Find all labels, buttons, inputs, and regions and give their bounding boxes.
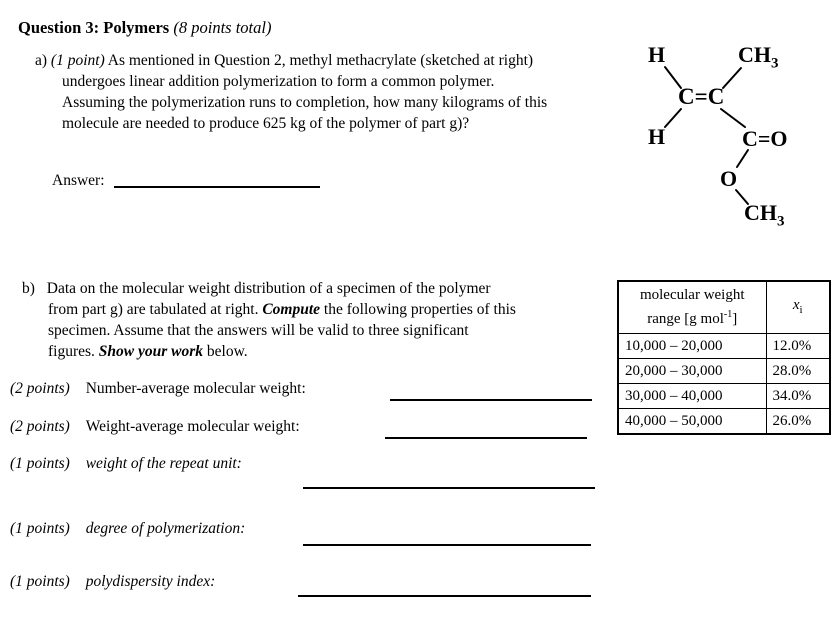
question-points: (2 points) — [10, 418, 70, 435]
header-range-line-1: molecular weight — [639, 287, 745, 303]
part-a-points: (1 point) — [50, 52, 105, 69]
part-b-line-4 — [48, 341, 622, 362]
cell-range: 20,000 – 30,000 — [618, 359, 766, 384]
atom-h-top: H — [648, 42, 666, 67]
atom-ch3-top — [738, 42, 779, 76]
methyl-methacrylate-structure — [642, 40, 839, 245]
table-header-row — [618, 281, 830, 334]
atom-ch3-top-text: CH — [738, 42, 771, 67]
cell-range: 10,000 – 20,000 — [618, 334, 766, 359]
question-polydispersity — [10, 571, 215, 592]
blank-polydispersity — [298, 581, 591, 597]
part-b-text — [22, 278, 622, 362]
cell-range: 30,000 – 40,000 — [618, 384, 766, 409]
molecular-weight-table — [617, 280, 831, 435]
cell-range: 40,000 – 50,000 — [618, 409, 766, 435]
part-b-line-3: specimen. Assume that the answers will be valid to three significant — [48, 322, 469, 339]
answer-label: Answer: — [52, 172, 105, 189]
part-b-line-2-post: the following properties of this — [320, 301, 516, 318]
part-b-marker: b) — [22, 280, 35, 297]
question-label: Weight-average molecular weight: — [85, 418, 300, 435]
header-xi: $x_i$ — [766, 281, 830, 334]
atom-ch3-bottom-text: CH — [744, 200, 777, 225]
question-points: (2 points) — [10, 380, 70, 397]
atom-ch3-bottom-sub: 3 — [777, 213, 785, 230]
question-label: polydispersity index: — [85, 573, 216, 590]
header-range-exponent: -1 — [723, 309, 733, 320]
question-points: (1 points) — [10, 573, 70, 590]
part-a-line-4: molecule are needed to produce 625 kg of the polymer of part g)? — [62, 115, 470, 132]
header-molecular-weight-range — [618, 281, 766, 334]
question-points: (1 points) — [10, 520, 70, 537]
part-b-line-1 — [22, 278, 622, 299]
atom-c-double-o: C=O — [742, 126, 788, 151]
cell-xi: 34.0% — [766, 384, 830, 409]
question-weight-average — [10, 416, 300, 437]
atom-o: O — [720, 166, 738, 191]
part-a-line-1 — [35, 50, 635, 71]
blank-weight-average — [385, 423, 587, 439]
question-title-main: Question 3: Polymers — [18, 18, 170, 37]
part-b-compute-emphasis: Compute — [262, 301, 321, 318]
question-degree-polymerization — [10, 518, 245, 539]
cell-xi: 28.0% — [766, 359, 830, 384]
table-row — [618, 409, 830, 435]
atom-ch3-bottom — [744, 200, 785, 234]
question-number-average — [10, 378, 306, 399]
cell-xi: 12.0% — [766, 334, 830, 359]
part-a-marker: a) — [35, 52, 48, 69]
header-range-line-2: range [g mol$^{-1}$] — [647, 309, 738, 327]
table-row — [618, 334, 830, 359]
question-label: weight of the repeat unit: — [85, 455, 242, 472]
part-b-line-2 — [48, 299, 622, 320]
question-label: degree of polymerization: — [85, 520, 246, 537]
atom-ch3-top-sub: 3 — [771, 55, 779, 72]
question-points: (1 points) — [10, 455, 70, 472]
question-label: Number-average molecular weight: — [85, 380, 306, 397]
part-a-text — [35, 50, 635, 134]
blank-degree-polymerization — [303, 530, 591, 546]
part-a-line-3: Assuming the polymerization runs to completion, how many kilograms of this — [62, 94, 548, 111]
table-row — [618, 359, 830, 384]
part-b-line-2-pre: from part g) are tabulated at right. — [48, 301, 263, 318]
answer-blank — [114, 172, 320, 188]
part-b-line-4-post: below. — [203, 343, 248, 360]
question-title — [18, 18, 271, 38]
part-a-line-1-text: As mentioned in Question 2, methyl methacrylate (sketched at right) — [107, 52, 534, 69]
atom-c-double-c: C=C — [678, 84, 725, 109]
atom-h-bottom: H — [648, 124, 666, 149]
part-a-line-2: undergoes linear addition polymerization to form a common polymer. — [62, 73, 495, 90]
question-repeat-unit — [10, 453, 242, 474]
blank-repeat-unit — [303, 473, 595, 489]
part-b-show-work-emphasis: Show your work — [98, 343, 204, 360]
table-row — [618, 384, 830, 409]
question-title-points: (8 points total) — [173, 18, 272, 37]
blank-number-average — [390, 385, 592, 401]
part-b-line-1-text: Data on the molecular weight distribution of a specimen of the polymer — [46, 280, 491, 297]
part-b-line-4-pre: figures. — [48, 343, 99, 360]
cell-xi: 26.0% — [766, 409, 830, 435]
